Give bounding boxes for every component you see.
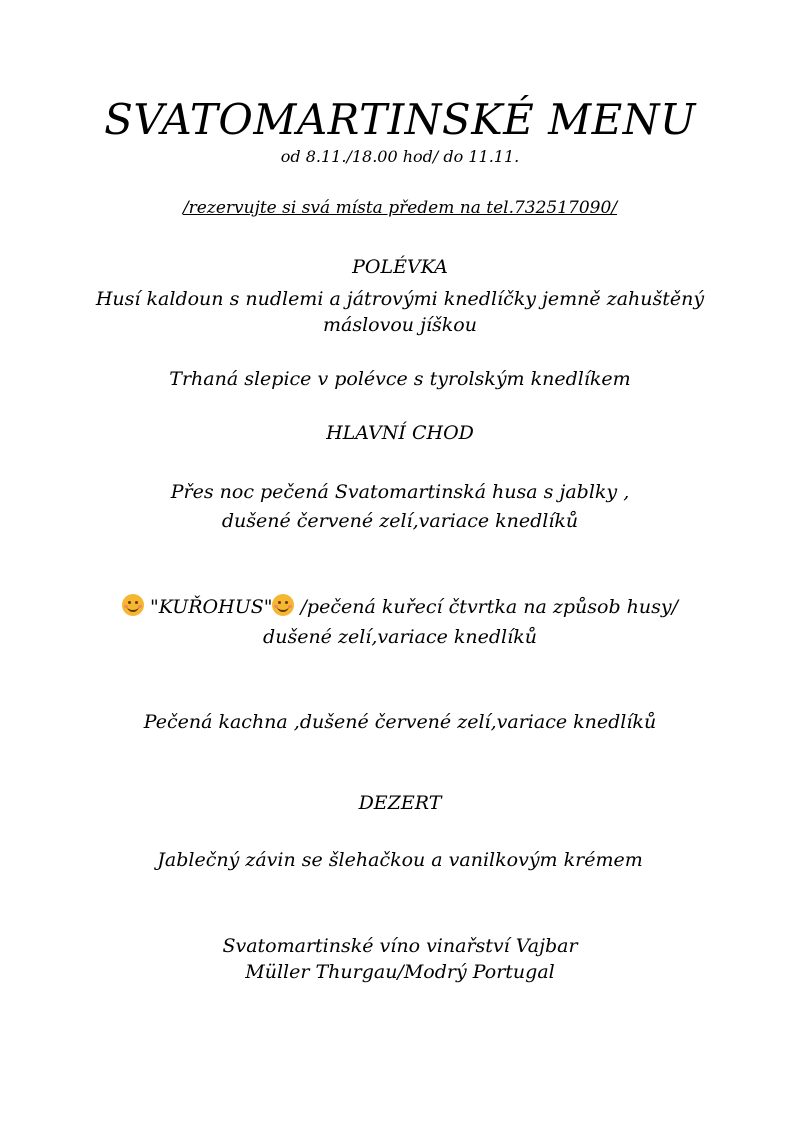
dessert-item: Jablečný závin se šlehačkou a vanilkovým krémem (157, 849, 643, 871)
dessert-heading: DEZERT (358, 792, 442, 814)
main-course-heading: HLAVNÍ CHOD (326, 422, 474, 444)
soup-item-1-line-2: máslovou jíškou (323, 314, 477, 336)
kurohus-name: "KUŘOHUS" (149, 596, 273, 618)
kurohus-line-2: dušené zelí,variace knedlíků (263, 626, 537, 648)
goose-line-1: Přes noc pečená Svatomartinská husa s jablky , (170, 481, 630, 503)
smiling-face-icon (272, 594, 294, 616)
menu-title: SVATOMARTINSKÉ MENU (104, 95, 696, 144)
wine-line-2: Müller Thurgau/Modrý Portugal (245, 961, 555, 983)
kurohus-description: /pečená kuřecí čtvrtka na způsob husy/ (300, 596, 679, 618)
soup-item-2: Trhaná slepice v polévce s tyrolským knedlíkem (169, 368, 631, 390)
soup-item-1-line-1: Husí kaldoun s nudlemi a játrovými knedlíčky jemně zahuštěný (95, 288, 705, 310)
smiling-face-icon (122, 594, 144, 616)
kurohus-line-1 (0, 594, 800, 619)
duck-item: Pečená kachna ,dušené červené zelí,variace knedlíků (143, 711, 657, 733)
soup-heading: POLÉVKA (352, 256, 448, 278)
wine-line-1: Svatomartinské víno vinařství Vajbar (222, 935, 578, 957)
goose-line-2: dušené červené zelí,variace knedlíků (221, 510, 579, 532)
menu-dates: od 8.11./18.00 hod/ do 11.11. (280, 147, 520, 166)
reservation-note: /rezervujte si svá místa předem na tel.732517090/ (182, 198, 618, 218)
